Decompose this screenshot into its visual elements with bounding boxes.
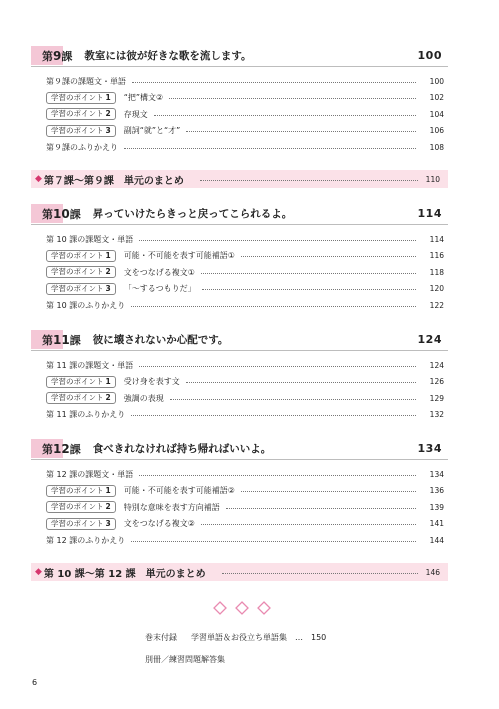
toc-entry[interactable]: 学習のポイント 1 受け身を表す文 126 [31,374,448,391]
appendix-item: 学習単語＆お役立ち単語集 [191,633,287,642]
lesson-9-heading[interactable] [31,45,448,67]
point-badge: 学習のポイント 2 [46,266,116,278]
toc-entry[interactable]: 学習のポイント 1 可能・不可能を表す可能補語② 136 [31,483,448,500]
lesson-page: 114 [417,207,442,220]
toc-entry[interactable]: 学習のポイント 3 副詞“就”と“才” 106 [31,123,448,140]
lesson-title: 昇っていけたらきっと戻ってこられるよ。 [92,208,293,220]
page-number: 6 [32,678,38,687]
appendix-label: 巻末付録 [145,633,177,642]
leader-dots [241,491,416,492]
leader-dots [241,256,416,257]
leader-dots [202,289,416,290]
leader-dots [222,573,418,574]
toc-entry[interactable]: 学習のポイント 3 文をつなげる複文② 141 [31,516,448,533]
toc-entry[interactable]: 学習のポイント 3 「～するつもりだ」 120 [31,281,448,298]
leader-dots [124,148,416,149]
lesson-number: 第11課 [42,332,81,347]
toc-entry[interactable]: 第 12 課の課題文・単語 134 [46,469,444,479]
leader-dots [139,475,416,476]
diamond-icon: ◆ [35,174,42,184]
diamond-outline-icon [212,600,272,616]
leader-dots [201,273,416,274]
lesson-title: 彼に壊されないか心配です。 [92,334,229,346]
point-badge: 学習のポイント 3 [46,283,116,295]
leader-dots [131,541,416,542]
diamond-icon: ◆ [35,567,42,577]
leader-dots [169,98,416,99]
point-badge: 学習のポイント 3 [46,518,116,530]
lesson-12 [31,438,448,549]
lesson-9 [31,45,448,156]
toc-entry[interactable]: 第９課のふりかえり 108 [46,142,444,152]
toc-entry[interactable]: 第 10 課のふりかえり 122 [46,300,444,310]
summary-label: 第 10 課～第 12 課 単元のまとめ [43,568,206,580]
leader-dots [200,180,418,181]
leader-dots [154,115,416,116]
toc-entry[interactable]: 学習のポイント 2 強調の表現 129 [31,390,448,407]
summary-page: 146 [425,567,440,577]
lesson-10 [31,203,448,314]
point-badge: 学習のポイント 2 [46,392,116,404]
point-badge: 学習のポイント 3 [46,125,116,137]
lesson-number: 第10課 [42,206,81,221]
leader-dots [139,240,416,241]
leader-dots [170,399,416,400]
lesson-11 [31,329,448,423]
leader-dots [131,306,416,307]
leader-dots [226,508,416,509]
point-badge: 学習のポイント 1 [46,376,116,388]
lesson-number: 第12課 [42,441,81,456]
point-badge: 学習のポイント 2 [46,501,116,513]
lesson-page: 124 [417,333,442,346]
toc-entry[interactable]: 第 11 課の課題文・単語 124 [46,360,444,370]
point-badge: 学習のポイント 1 [46,250,116,262]
toc-entry[interactable]: 学習のポイント 1 可能・不可能を表す可能補語① 116 [31,248,448,265]
appendix-entry[interactable]: 巻末付録 学習単語＆お役立ち単語集 … 150 [145,633,327,642]
leader-dots [131,415,416,416]
lesson-10-heading[interactable] [31,203,448,225]
toc-entry[interactable]: 第 12 課のふりかえり 144 [46,535,444,545]
unit-summary-10-12[interactable] [31,563,448,581]
leader-dots [186,382,416,383]
answer-booklet[interactable]: 別冊／練習問題解答集 [145,655,225,664]
lesson-12-heading[interactable] [31,438,448,460]
summary-label: 第７課～第９課 単元のまとめ [43,175,184,187]
lesson-title: 食べきれなければ持ち帰ればいいよ。 [92,443,272,455]
point-badge: 学習のポイント 1 [46,485,116,497]
leader-dots [186,131,416,132]
leader-dots [139,366,416,367]
point-badge: 学習のポイント 2 [46,108,116,120]
leader-dots [132,82,416,83]
point-badge: 学習のポイント 1 [46,92,116,104]
toc-entry[interactable]: 学習のポイント 2 文をつなげる複文① 118 [31,264,448,281]
toc-entry[interactable]: 学習のポイント 2 存現文 104 [31,106,448,123]
appendix-page: 150 [311,633,327,642]
unit-summary-7-9[interactable] [31,170,448,188]
lesson-page: 134 [417,442,442,455]
leader-dots [201,524,416,525]
lesson-page: 100 [417,49,442,62]
lesson-number: 第9課 [42,48,73,63]
toc-entry[interactable]: 学習のポイント 2 特別な意味を表す方向補語 139 [31,499,448,516]
lesson-title: 教室には彼が好きな歌を流します。 [84,50,252,62]
toc-entry[interactable]: 第９課の課題文・単語 100 [46,76,444,86]
toc-entry[interactable]: 第 11 課のふりかえり 132 [46,410,444,420]
toc-entry[interactable]: 学習のポイント 1 “把”構文② 102 [31,90,448,107]
summary-page: 110 [425,174,440,184]
lesson-11-heading[interactable] [31,329,448,351]
toc-entry[interactable]: 第 10 課の課題文・単語 114 [46,234,444,244]
